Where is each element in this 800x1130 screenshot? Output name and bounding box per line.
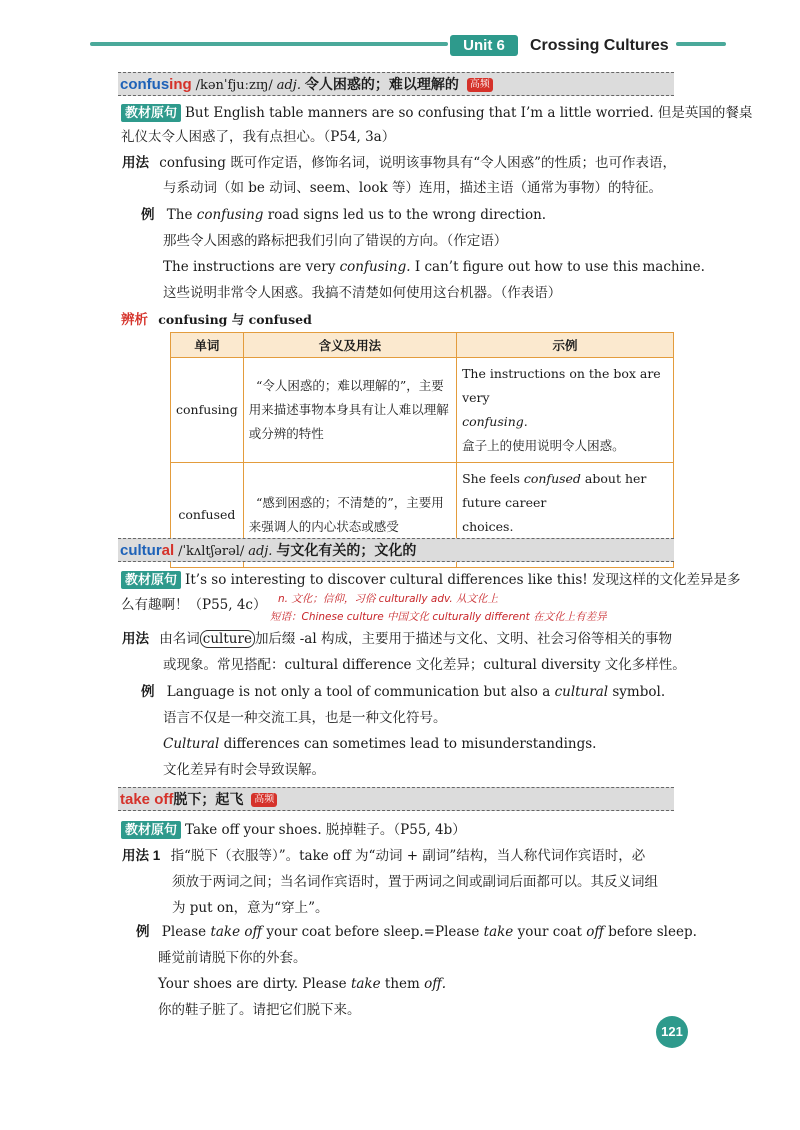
example-translation: 睡觉前请脱下你的外套。	[158, 950, 307, 966]
unit-badge: Unit 6	[450, 35, 518, 56]
example-line: 例 Language is not only a tool of communication but also a cultural symbol.	[141, 684, 666, 700]
example-translation: 这些说明非常令人困惑。我搞不清楚如何使用这台机器。（作表语）	[163, 285, 562, 301]
example-line: The instructions are very confusing. I can’t figure out how to use this machine.	[163, 259, 705, 275]
source-tag: 教材原句	[121, 571, 181, 589]
handwritten-note: n. 文化；信仰，习俗 culturally adv. 从文化上	[278, 593, 499, 605]
part-of-speech: adj.	[276, 78, 301, 93]
source-tag: 教材原句	[121, 104, 181, 122]
frequency-tag: 高频	[467, 78, 493, 92]
example-label: 例	[136, 924, 150, 939]
table-header-row	[171, 333, 674, 358]
table-header: 含义及用法	[243, 333, 456, 358]
usage-line: 用法 1 指“脱下（衣服等）”。take off 为“动词 + 副词”结构，当人称代词作宾语时，必	[122, 848, 646, 864]
source-sentence: 教材原句 But English table manners are so confusing that I’m a little worried. 但是英国的餐桌	[121, 103, 752, 123]
usage-line-cont: 为 put on，意为“穿上”。	[172, 900, 329, 916]
example-label: 例	[141, 207, 155, 222]
example-translation: 那些令人困惑的路标把我们引向了错误的方向。（作定语）	[163, 233, 508, 249]
example-label: 例	[141, 684, 155, 699]
table-header: 单词	[171, 333, 244, 358]
source-sentence: 教材原句 It’s so interesting to discover cultural differences like this! 发现这样的文化差异是多	[121, 570, 741, 590]
word-header-cultural	[118, 538, 674, 562]
header-rule-right	[676, 42, 726, 46]
phonetic: /kənˈfjuːzɪŋ/	[195, 78, 273, 93]
table-cell-word: confused	[171, 463, 244, 568]
circled-word: culture	[200, 630, 255, 648]
source-sentence-cont: 么有趣啊！（P55, 4c）	[121, 597, 267, 613]
headword: take off	[120, 791, 174, 808]
usage-line-cont: 须放于两词之间；当名词作宾语时，置于两词之间或副词后面都可以。其反义词组	[172, 874, 658, 890]
source-sentence: 教材原句 Take off your shoes. 脱掉鞋子。（P55, 4b）	[121, 820, 466, 840]
usage-label: 用法 1	[122, 848, 161, 863]
example-line: Cultural differences can sometimes lead to misunderstandings.	[163, 736, 597, 752]
example-translation: 语言不仅是一种交流工具，也是一种文化符号。	[163, 710, 447, 726]
table-cell-meaning: “感到困惑的；不清楚的”，主要用 来强调人的内心状态或感受	[243, 463, 456, 568]
part-of-speech: adj.	[248, 544, 273, 559]
usage-label: 用法	[122, 155, 149, 170]
frequency-tag: 高频	[251, 793, 277, 807]
example-line: 例 Please take off your coat before sleep.=Please take your coat off before sleep.	[136, 924, 697, 940]
word-header-confusing	[118, 72, 674, 96]
table-cell-meaning: “令人困惑的；难以理解的”，主要 用来描述事物本身具有让人难以理解 或分辨的特性	[243, 358, 456, 463]
handwritten-note: 短语：Chinese culture 中国文化 culturally different 在文化上有差异	[270, 611, 607, 623]
usage-line-cont: 或现象。常见搭配：cultural difference 文化差异；cultural diversity 文化多样性。	[163, 657, 686, 673]
usage-label: 用法	[122, 631, 149, 646]
usage-line: 用法 由名词 culture 加后缀 -al 构成，主要用于描述与文化、文明、社会习俗等相关的事物	[122, 631, 672, 647]
page-number: 121	[656, 1016, 688, 1048]
compare-heading: 辨析 confusing 与 confused	[121, 312, 312, 327]
word-header-take-off	[118, 787, 674, 811]
word-meaning: 脱下；起飞	[173, 791, 244, 807]
example-line: 例 The confusing road signs led us to the wrong direction.	[141, 207, 547, 223]
word-meaning: 与文化有关的；文化的	[276, 542, 417, 558]
headword: cultural	[120, 542, 175, 559]
comparison-table	[170, 332, 674, 568]
table-cell-word: confusing	[171, 358, 244, 463]
table-row	[171, 358, 674, 463]
source-sentence-cont: 礼仪太令人困惑了，我有点担心。（P54, 3a）	[121, 129, 396, 145]
word-meaning: 令人困惑的；难以理解的	[304, 76, 459, 92]
table-cell-example: The instructions on the box are very confusing. 盒子上的使用说明令人困惑。	[457, 358, 674, 463]
compare-label: 辨析	[121, 312, 148, 327]
table-cell-example: She feels confused about her future career choices.	[457, 463, 674, 568]
header-rule	[90, 42, 448, 46]
usage-line-cont: 与系动词（如 be 动词、seem、look 等）连用，描述主语（通常为事物）的特征。	[163, 180, 662, 196]
table-header: 示例	[457, 333, 674, 358]
source-tag: 教材原句	[121, 821, 181, 839]
example-line: Your shoes are dirty. Please take them off.	[158, 976, 447, 992]
example-translation: 文化差异有时会导致误解。	[163, 762, 325, 778]
phonetic: /ˈkʌltʃərəl/	[178, 544, 245, 559]
example-translation: 你的鞋子脏了。请把它们脱下来。	[158, 1002, 361, 1018]
usage-line: 用法 confusing 既可作定语，修饰名词，说明该事物具有“令人困惑”的性质；也可作表语，	[122, 155, 677, 171]
headword: confusing	[120, 76, 192, 93]
unit-title: Crossing Cultures	[530, 37, 669, 54]
